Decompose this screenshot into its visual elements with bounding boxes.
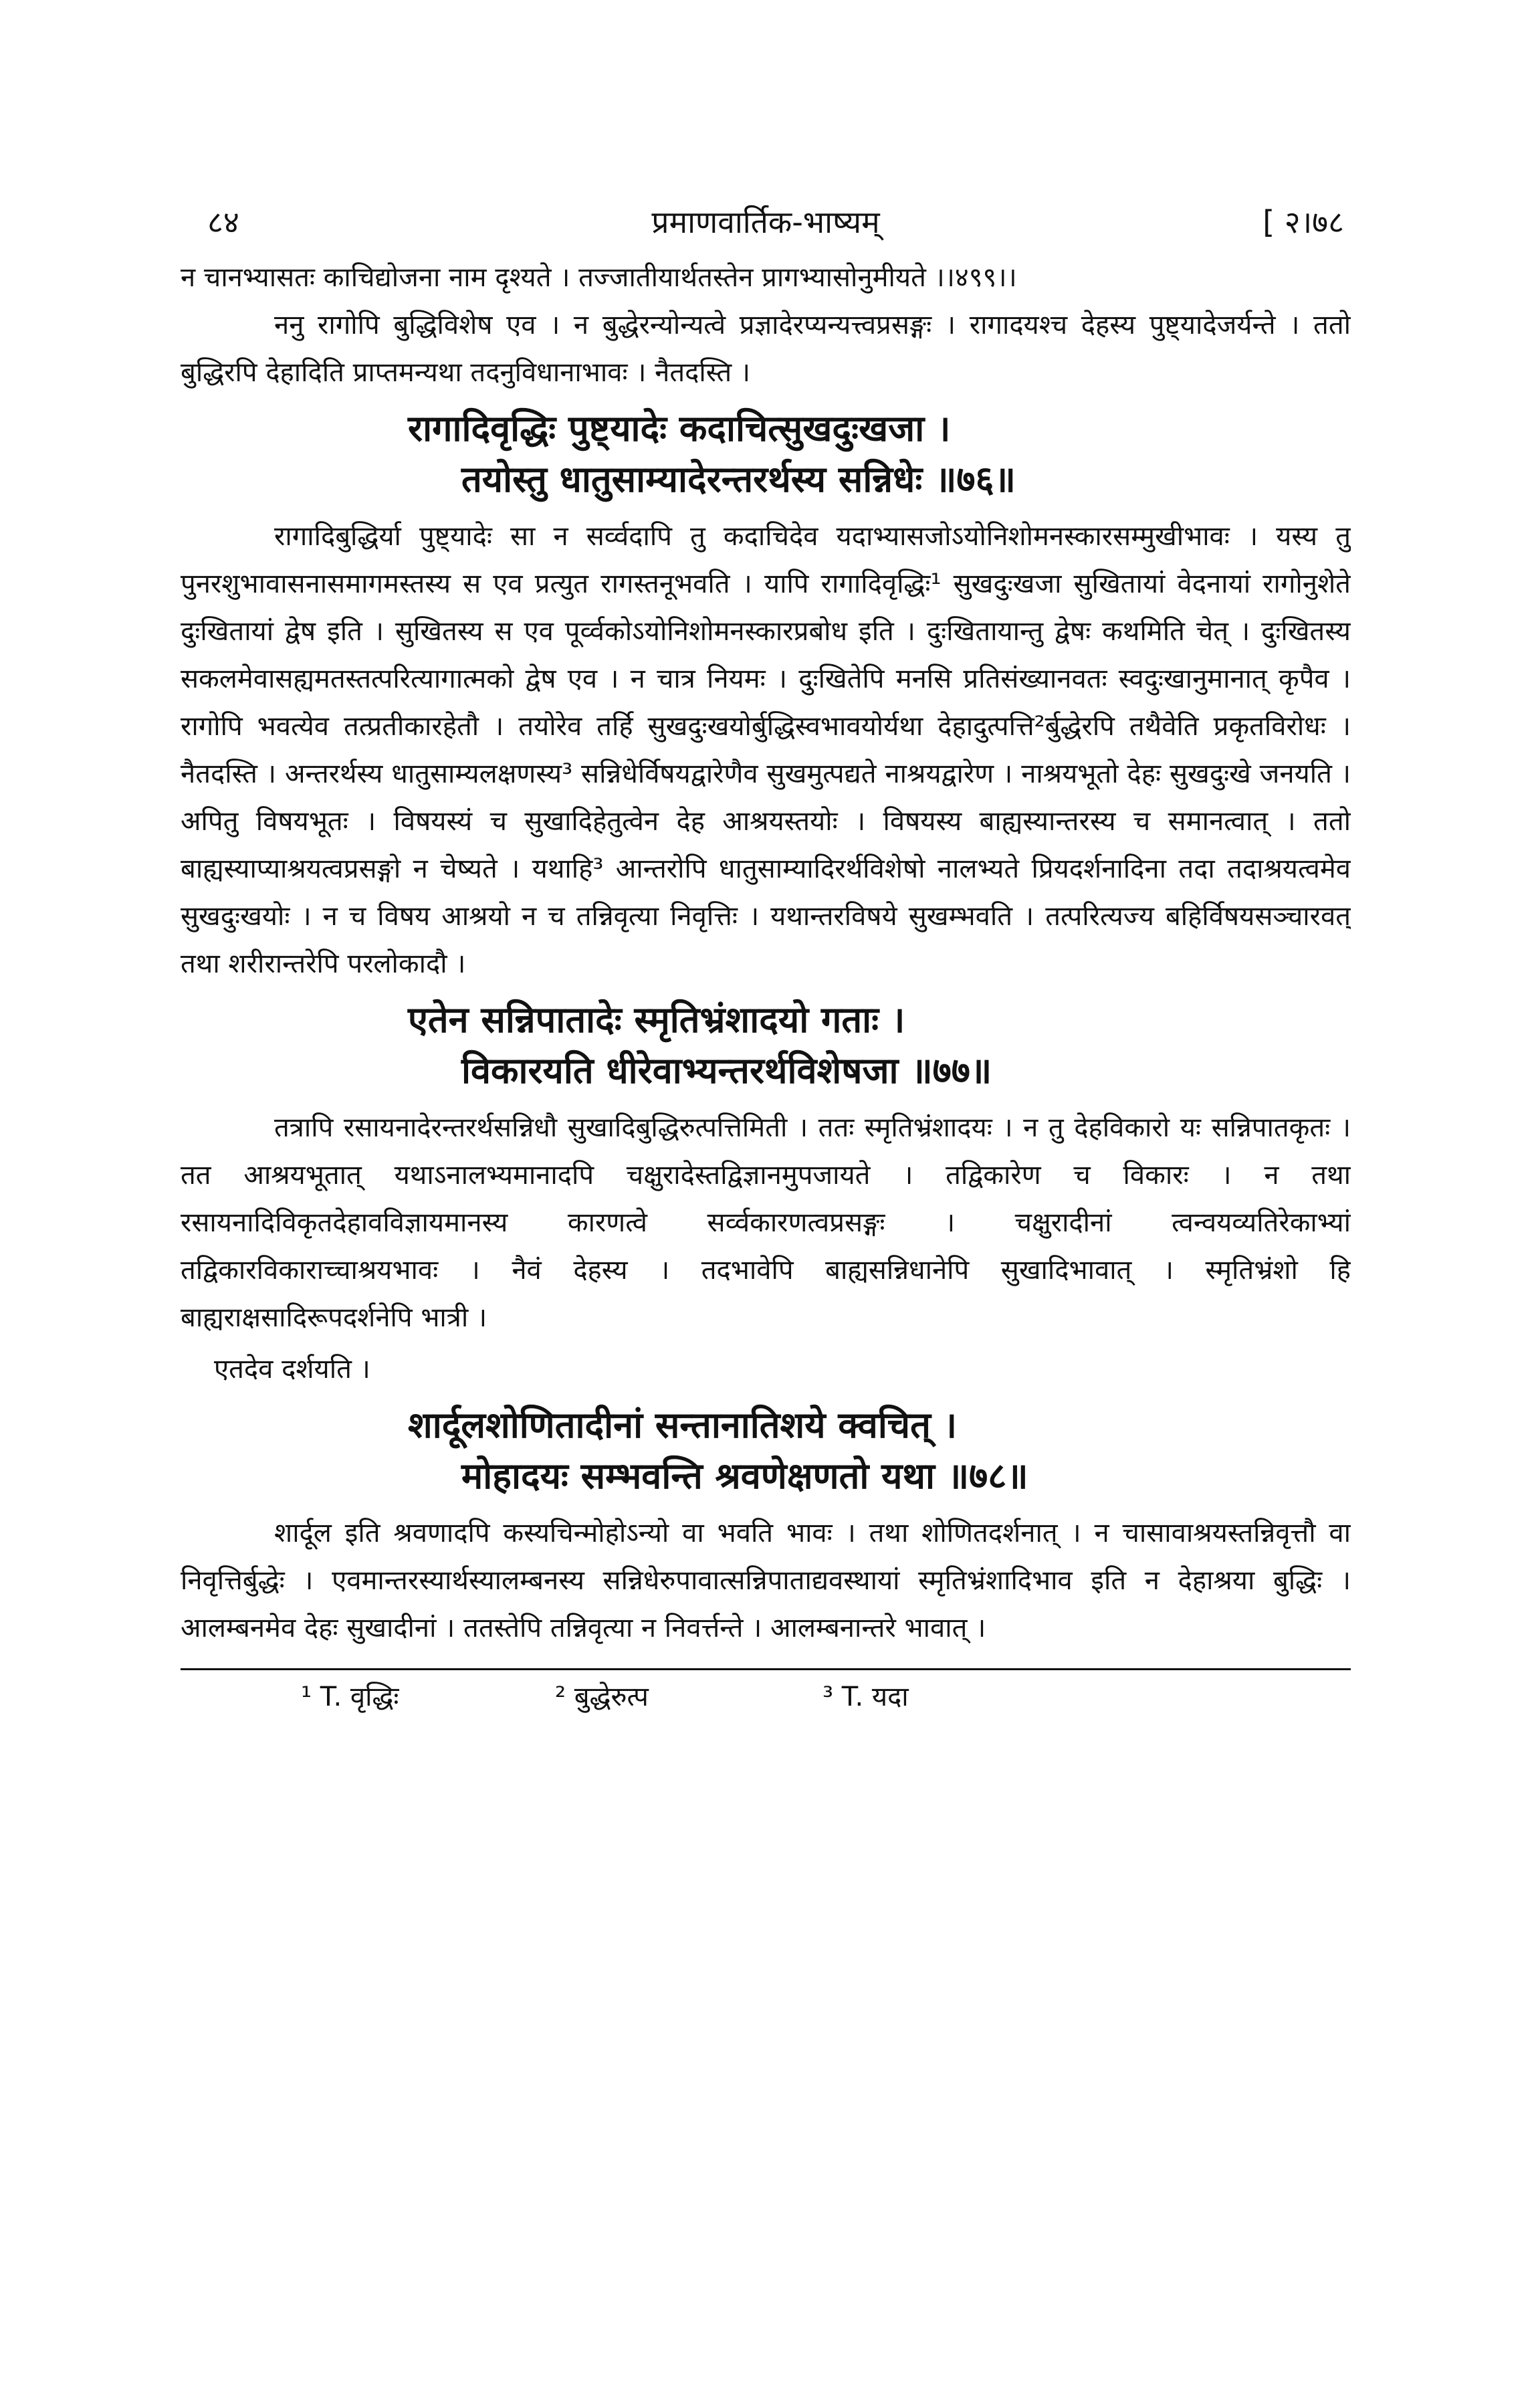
verse-line: विकारयति धीरेवाभ्यन्तरर्थविशेषजा ॥७७॥ [461, 1049, 992, 1092]
section-reference: [ २।७८ [1262, 204, 1344, 240]
commentary-paragraph: तत्रापि रसायनादेरन्तरर्थसन्निधौ सुखादिबुद्धिरुत्पत्तिमिती । ततः स्मृतिभ्रंशादयः । न तु देहविकारो यः सन्निपातकृतः । तत आश्रयभूतात् यथाऽनालभ्यमानादपि चक्षुरादेस्तद्विज्ञानमुपजायते । तद्विकारेण च विकारः । न तथा रसायनादिविकृतदेहावविज्ञायमानस्य कारणत्वे सर्व्वकारणत्वप्रसङ्गः । चक्षुरादीनां त्वन्वयव्यतिरेकाभ्यां तद्विकारविकाराच्चाश्रयभावः । नैवं देहस्य । तदभावेपि बाह्यसन्निधानेपि सुखादिभावात् । स्मृतिभ्रंशो हि बाह्यराक्षसादिरूपदर्शनेपि भात्री । [181, 1112, 1351, 1333]
page-number: ८४ [207, 204, 239, 240]
karika-76 [181, 403, 1351, 505]
footnote: ² बुद्धेरुत्प [555, 1682, 649, 1712]
verse-line: तयोस्तु धातुसाम्यादेरन्तरर्थस्य सन्निधेः ॥७६॥ [461, 458, 1016, 500]
footnote: ¹ T. वृद्धिः [301, 1682, 399, 1712]
opening-verse-line: न चानभ्यासतः काचिद्योजना नाम दृश्यते । तज्जातीयार्थतस्तेन प्रागभ्यासोनुमीयते ।।४९९।। [181, 262, 1017, 293]
verse-line: मोहादयः सम्भवन्ति श्रवणेक्षणतो यथा ॥७८॥ [461, 1455, 1028, 1497]
verse-line: रागादिवृद्धिः पुष्ट्यादेः कदाचित्सुखदुःखजा । [408, 407, 951, 449]
footnote-divider [181, 1668, 1351, 1670]
running-header [181, 201, 1351, 254]
commentary-paragraph: रागादिबुद्धिर्या पुष्ट्यादेः सा न सर्व्वदापि तु कदाचिदेव यदाभ्यासजोऽयोनिशोमनस्कारसम्मुखीभावः । यस्य तु पुनरशुभावासनासमागमस्तस्य स एव प्रत्युत रागस्तनूभवति । यापि रागादिवृद्धिः¹ सुखदुःखजा सुखितायां वेदनायां रागोनुशेते दुःखितायां द्वेष इति । सुखितस्य स एव पूर्व्वकोऽयोनिशोमनस्कारप्रबोध इति । दुःखितायान्तु द्वेषः कथमिति चेत् । दुःखितस्य सकलमेवासह्यमतस्तत्परित्यागात्मको द्वेष एव । न चात्र नियमः । दुःखितेपि मनसि प्रतिसंख्यानवतः स्वदुःखानुमानात् कृपैव । रागोपि भवत्येव तत्प्रतीकारहेतौ । तयोरेव तर्हि सुखदुःखयोर्बुद्धिस्वभावयोर्यथा देहादुत्पत्ति²र्बुद्धेरपि तथैवेति प्रकृतविरोधः । नैतदस्ति । अन्तरर्थस्य धातुसाम्यलक्षणस्य³ सन्निधेर्विषयद्वारेणैव सुखमुत्पद्यते नाश्रयद्वारेण । नाश्रयभूतो देहः सुखदुःखे जनयति । अपितु विषयभूतः । विषयस्यं च सुखादिहेतुत्वेन देह आश्रयस्तयोः । विषयस्य बाह्यस्यान्तरस्य च समानत्वात् । ततो बाह्यस्याप्याश्रयत्वप्रसङ्गो न चेष्यते । यथाहि³ आन्तरोपि धातुसाम्यादिरर्थविशेषो नालभ्यते प्रियदर्शनादिना तदा तदाश्रयत्वमेव सुखदुःखयोः । न च विषय आश्रयो न च तन्निवृत्या निवृत्तिः । यथान्तरविषये सुखम्भवति । तत्परित्यज्य बहिर्विषयसञ्चारवत् तथा शरीरान्तरेपि परलोकादौ । [181, 521, 1351, 979]
verse-line: एतेन सन्निपातादेः स्मृतिभ्रंशादयो गताः । [408, 999, 905, 1041]
introductory-line: एतदेव दर्शयति । [214, 1354, 370, 1385]
page-title: प्रमाणवार्तिक-भाष्यम् [651, 204, 880, 240]
book-page [181, 201, 1351, 2361]
verse-line: शार्दूलशोणितादीनां सन्तानातिशये क्वचित् । [408, 1404, 958, 1446]
footnotes [181, 1677, 1351, 1717]
commentary-paragraph: ननु रागोपि बुद्धिविशेष एव । न बुद्धेरन्योन्यत्वे प्रज्ञादेरप्यन्यत्त्वप्रसङ्गः । रागादयश्च देहस्य पुष्ट्यादेजर्यन्ते । ततो बुद्धिरपि देहादिति प्राप्तमन्यथा तदनुविधानाभावः । नैतदस्ति । [181, 310, 1351, 388]
footnote: ³ T. यदा [822, 1682, 909, 1712]
commentary-paragraph: शार्दूल इति श्रवणादपि कस्यचिन्मोहोऽन्यो वा भवति भावः । तथा शोणितदर्शनात् । न चासावाश्रयस्तन्निवृत्तौ वा निवृत्तिर्बुद्धेः । एवमान्तरस्यार्थस्यालम्बनस्य सन्निधेरुपावात्सन्निपाताद्यवस्थायां स्मृतिभ्रंशादिभाव इति न देहाश्रया बुद्धिः । आलम्बनमेव देहः सुखादीनां । ततस्तेपि तन्निवृत्या न निवर्त्तन्ते । आलम्बनान्तरे भावात् । [181, 1518, 1351, 1643]
karika-78 [181, 1400, 1351, 1502]
karika-77 [181, 995, 1351, 1096]
